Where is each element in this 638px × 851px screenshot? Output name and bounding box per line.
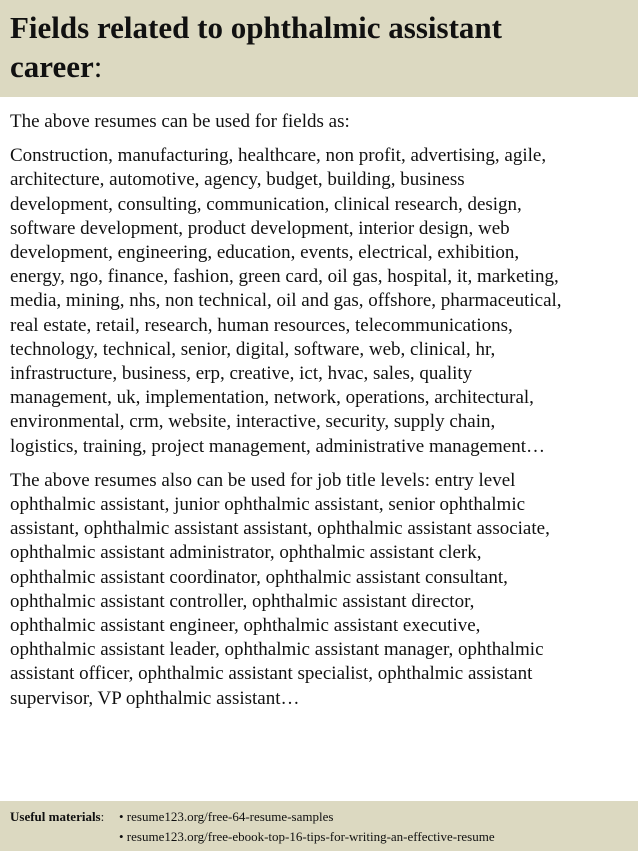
job-levels-line: assistant officer, ophthalmic assistant specialist, ophthalmic assistant [10, 663, 533, 685]
job-levels-line: ophthalmic assistant controller, ophthalmic assistant director, [10, 590, 475, 612]
job-levels-line: ophthalmic assistant leader, ophthalmic assistant manager, ophthalmic [10, 639, 544, 661]
fields-line: media, mining, nhs, non technical, oil and gas, offshore, pharmaceutical, [10, 290, 562, 312]
resume-samples-link[interactable]: • resume123.org/free-64-resume-samples [119, 809, 334, 824]
useful-materials-label-text: Useful materials [10, 809, 101, 824]
useful-materials-footer [0, 801, 638, 851]
footer-row-2 [0, 827, 638, 847]
job-levels-line: supervisor, VP ophthalmic assistant… [10, 687, 300, 709]
page-title-colon: : [93, 49, 103, 84]
intro-text: The above resumes can be used for fields as: [10, 111, 350, 132]
job-levels-paragraph [10, 469, 632, 711]
ebook-tips-link[interactable]: • resume123.org/free-ebook-top-16-tips-for-writing-an-effective-resume [119, 829, 495, 844]
job-levels-line: ophthalmic assistant coordinator, ophthalmic assistant consultant, [10, 566, 508, 588]
fields-line: architecture, automotive, agency, budget, building, business [10, 169, 465, 191]
fields-line: technology, technical, senior, digital, software, web, clinical, hr, [10, 338, 496, 360]
fields-line: infrastructure, business, erp, creative, ict, hvac, sales, quality [10, 363, 473, 385]
fields-line: development, consulting, communication, clinical research, design, [10, 193, 522, 215]
useful-materials-label-colon: : [100, 809, 105, 824]
fields-line: development, engineering, education, events, electrical, exhibition, [10, 242, 520, 264]
fields-line: environmental, crm, website, interactive, security, supply chain, [10, 411, 496, 433]
fields-list-paragraph [10, 144, 632, 459]
job-levels-line: The above resumes also can be used for job title levels: entry level [10, 469, 516, 491]
page-title-line-1: Fields related to ophthalmic assistant [10, 10, 502, 45]
job-levels-line: ophthalmic assistant, junior ophthalmic assistant, senior ophthalmic [10, 494, 526, 516]
main-content [10, 110, 632, 711]
useful-materials-label [10, 807, 104, 827]
page-title-word: career [10, 49, 94, 84]
fields-line: software development, product development, interior design, web [10, 217, 510, 239]
fields-line: energy, ngo, finance, fashion, green card, oil gas, hospital, it, marketing, [10, 266, 559, 288]
page-title [10, 8, 628, 86]
fields-line: management, uk, implementation, network, operations, architectural, [10, 387, 534, 409]
fields-line: logistics, training, project management, administrative management… [10, 435, 546, 457]
footer-row-1 [0, 807, 638, 827]
job-levels-line: ophthalmic assistant engineer, ophthalmic assistant executive, [10, 615, 481, 637]
title-banner [0, 0, 638, 97]
fields-line: real estate, retail, research, human resources, telecommunications, [10, 314, 513, 336]
job-levels-line: assistant, ophthalmic assistant assistant, ophthalmic assistant associate, [10, 518, 550, 540]
page-title-line-2 [10, 47, 628, 86]
fields-line: Construction, manufacturing, healthcare, non profit, advertising, agile, [10, 145, 547, 167]
job-levels-line: ophthalmic assistant administrator, ophthalmic assistant clerk, [10, 542, 482, 564]
